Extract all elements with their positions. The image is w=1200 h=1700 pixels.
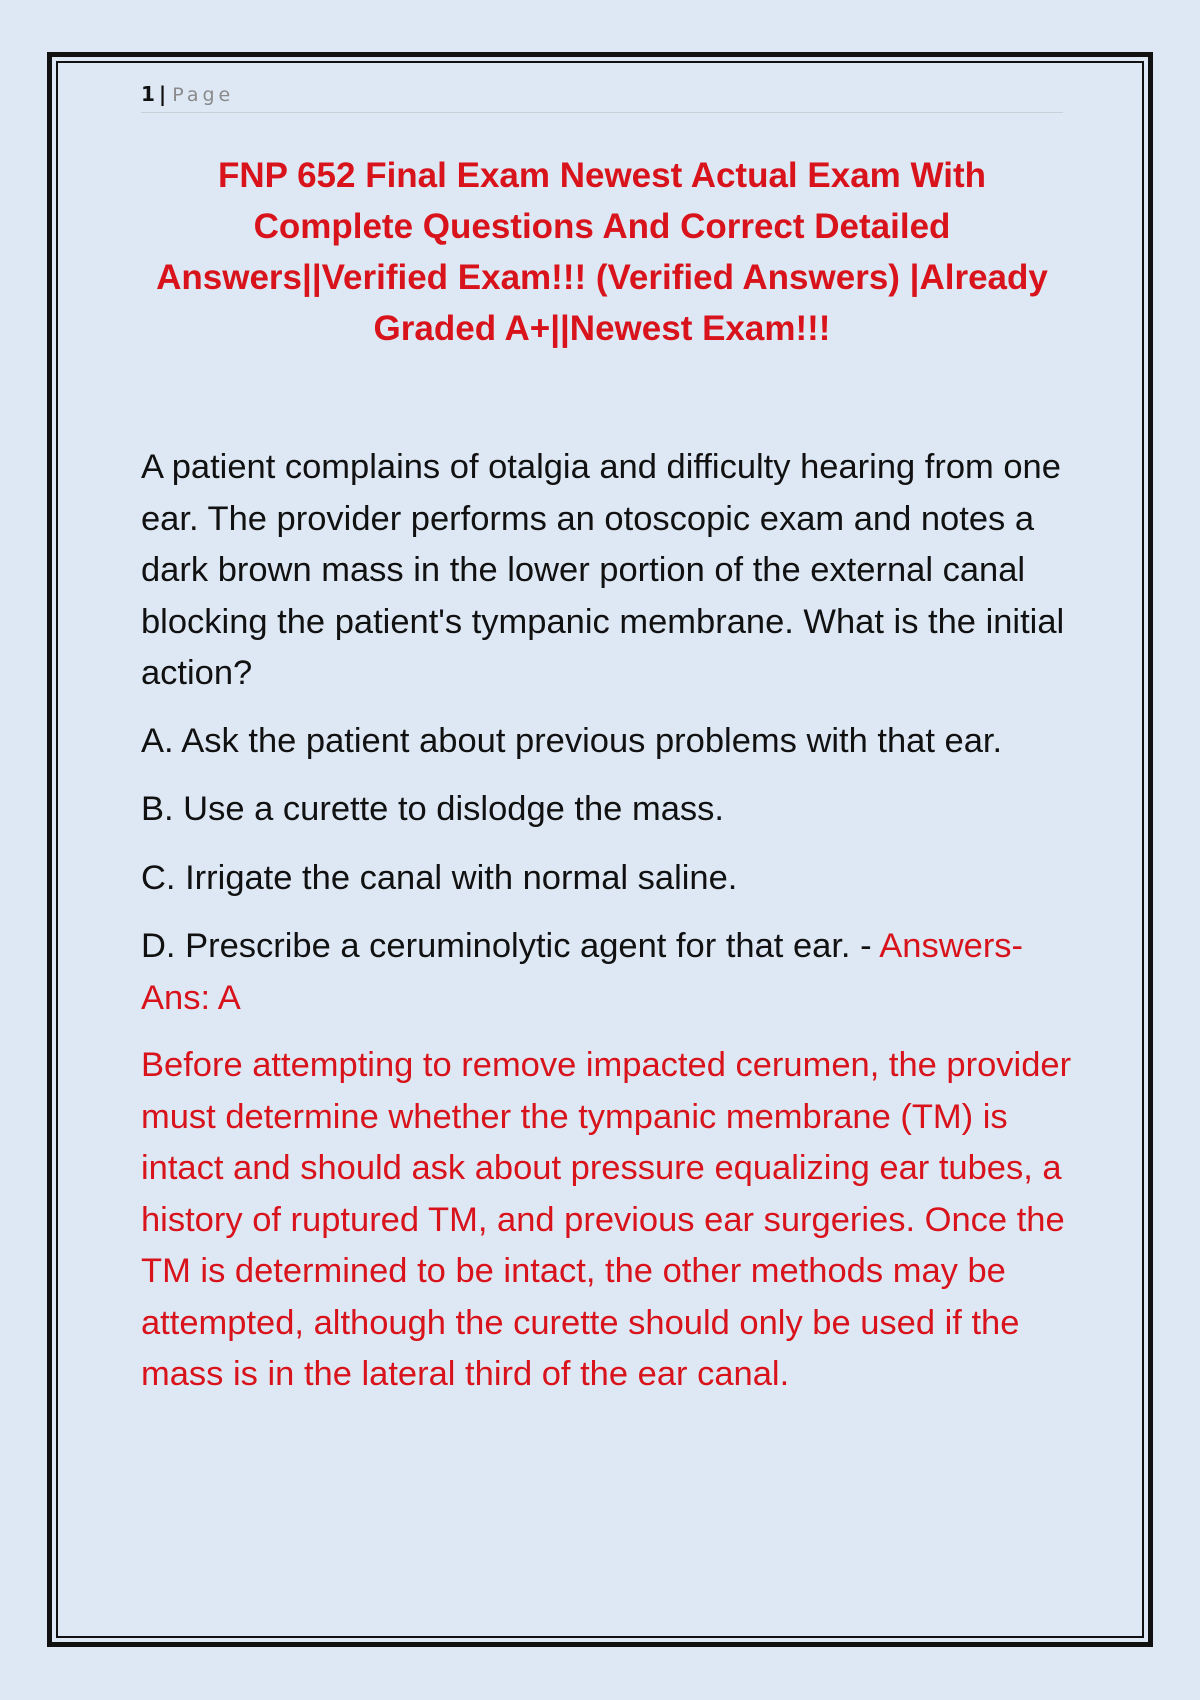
answer-key: Answers-Ans: A bbox=[141, 927, 1024, 1017]
document-title: FNP 652 Final Exam Newest Actual Exam With Complete Questions And Correct Detailed Answers||Verified Exam!!! (Verified Answers) |Already Graded A+||Newest Exam!!! bbox=[156, 156, 1048, 348]
option-b: B. Use a curette to dislodge the mass. bbox=[141, 790, 724, 828]
option-c: C. Irrigate the canal with normal saline. bbox=[141, 858, 738, 897]
page-header bbox=[141, 80, 1063, 113]
question-stem: A patient complains of otalgia and difficulty hearing from one ear. The provider performs an otoscopic exam and notes a dark brown mass in the lower portion of the external canal blocking the patient's tympanic membrane. What is the initial action? bbox=[141, 448, 1065, 692]
option-d bbox=[141, 921, 1076, 1024]
option-a: A. Ask the patient about previous problems with that ear. bbox=[141, 721, 1003, 760]
question-block bbox=[141, 442, 1076, 1401]
page-separator: | bbox=[158, 82, 167, 106]
page-label: Page bbox=[172, 84, 235, 106]
option-d-text: D. Prescribe a ceruminolytic agent for that ear. - bbox=[141, 927, 872, 965]
page-number: 1 bbox=[141, 82, 155, 106]
answer-rationale: Before attempting to remove impacted cerumen, the provider must determine whether the tympanic membrane (TM) is intact and should ask about pressure equalizing ear tubes, a history of ruptured TM, and previous ear surgeries. Once the TM is determined to be intact, the other methods may be attempted, although the curette should only be used if the mass is in the lateral third of the ear canal. bbox=[141, 1046, 1072, 1393]
